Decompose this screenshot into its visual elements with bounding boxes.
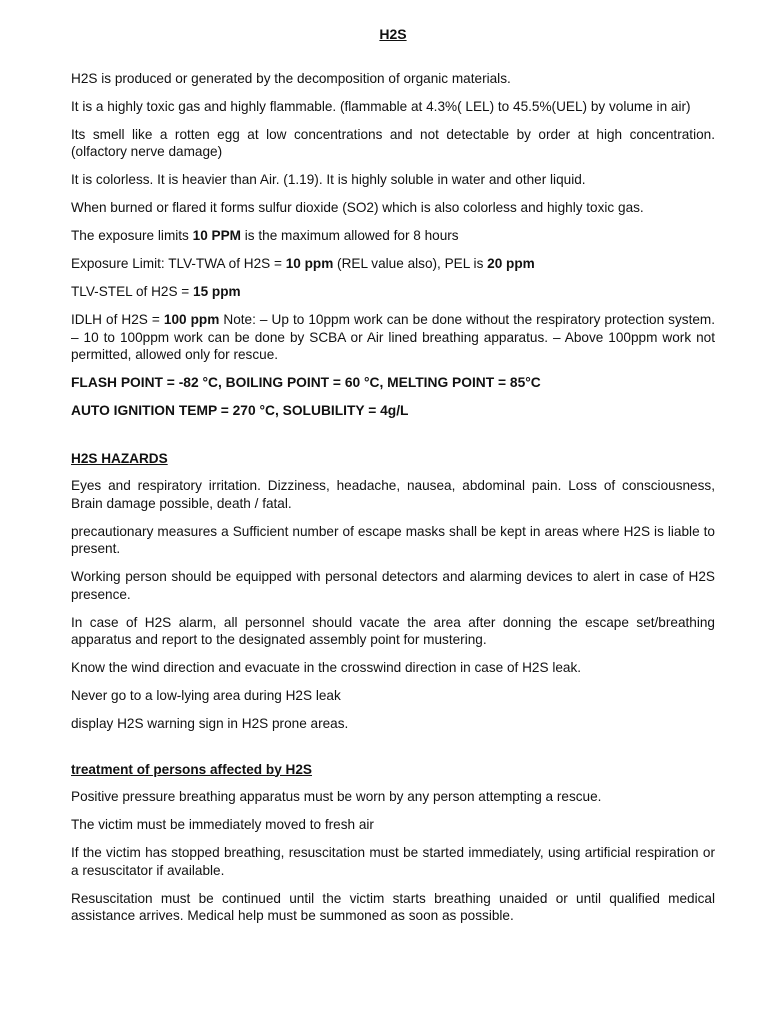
treatment-item: If the victim has stopped breathing, resuscitation must be started immediately, using artificial respiration or a resuscitator if available.: [71, 845, 715, 878]
text-run: TLV-STEL of H2S =: [71, 284, 194, 299]
hazards-heading: H2S HAZARDS: [71, 450, 168, 466]
text-run: The exposure limits: [71, 228, 193, 243]
hazard-item: Working person should be equipped with personal detectors and alarming devices to alert in case of H2S presence.: [71, 569, 715, 602]
document-page: [71, 26, 715, 935]
treatment-item: The victim must be immediately moved to fresh air: [71, 817, 374, 832]
physical-properties-line: FLASH POINT = -82 °C, BOILING POINT = 60 °C, MELTING POINT = 85°C: [71, 375, 541, 390]
text-run: is the maximum allowed for 8 hours: [241, 228, 459, 243]
hazard-item: In case of H2S alarm, all personnel should vacate the area after donning the escape set/breathing apparatus and report to the designated assembly point for mustering.: [71, 614, 715, 647]
intro-paragraph: When burned or flared it forms sulfur dioxide (SO2) which is also colorless and highly toxic gas.: [71, 200, 644, 215]
bold-value: 10 PPM: [192, 228, 241, 243]
bold-value: 10 ppm: [285, 256, 334, 271]
intro-paragraph: It is a highly toxic gas and highly flammable. (flammable at 4.3%( LEL) to 45.5%(UEL) by volume in air): [71, 98, 691, 114]
tlv-twa-paragraph: [71, 255, 715, 273]
document-title: H2S: [379, 26, 407, 42]
treatment-heading: treatment of persons affected by H2S: [71, 761, 312, 777]
idlh-paragraph: [71, 311, 715, 364]
bold-value: 20 ppm: [487, 256, 535, 271]
hazard-item: precautionary measures a Sufficient number of escape masks shall be kept in areas where H2S is liable to present.: [71, 523, 715, 556]
treatment-item: Resuscitation must be continued until the victim starts breathing unaided or until qualified medical assistance arrives. Medical help must be summoned as soon as possible.: [71, 890, 715, 923]
hazard-item: display H2S warning sign in H2S prone areas.: [71, 716, 349, 731]
treatment-item: Positive pressure breathing apparatus must be worn by any person attempting a rescue.: [71, 789, 602, 804]
hazard-item: Eyes and respiratory irritation. Dizziness, headache, nausea, abdominal pain. Loss of consciousness, Brain damage possible, death / fatal.: [71, 478, 715, 511]
bold-value: 15 ppm: [193, 284, 241, 299]
text-run: IDLH of H2S =: [71, 312, 164, 327]
intro-paragraph: It is colorless. It is heavier than Air. (1.19). It is highly soluble in water and other liquid.: [71, 172, 586, 187]
exposure-limit-paragraph: [71, 227, 715, 245]
intro-paragraph: H2S is produced or generated by the decomposition of organic materials.: [71, 70, 511, 86]
hazard-item: Know the wind direction and evacuate in the crosswind direction in case of H2S leak.: [71, 660, 582, 675]
hazard-item: Never go to a low-lying area during H2S leak: [71, 688, 341, 703]
text-run: Exposure Limit: TLV-TWA of H2S =: [71, 256, 286, 271]
physical-properties-line: AUTO IGNITION TEMP = 270 °C, SOLUBILITY = 4g/L: [71, 403, 409, 418]
bold-value: 100 ppm: [163, 312, 220, 327]
text-run: (REL value also), PEL is: [333, 256, 488, 271]
text-run: Note: – Up to 10ppm work can be done without the respiratory protection system. – 10 to 100ppm work can be done by SCBA or Air lined breathing apparatus. – Above 100ppm work not permitted, allowed only for rescue.: [71, 312, 716, 362]
tlv-stel-paragraph: [71, 283, 715, 301]
intro-paragraph: Its smell like a rotten egg at low concentrations and not detectable by order at high concentration. (olfactory nerve damage): [71, 126, 715, 159]
